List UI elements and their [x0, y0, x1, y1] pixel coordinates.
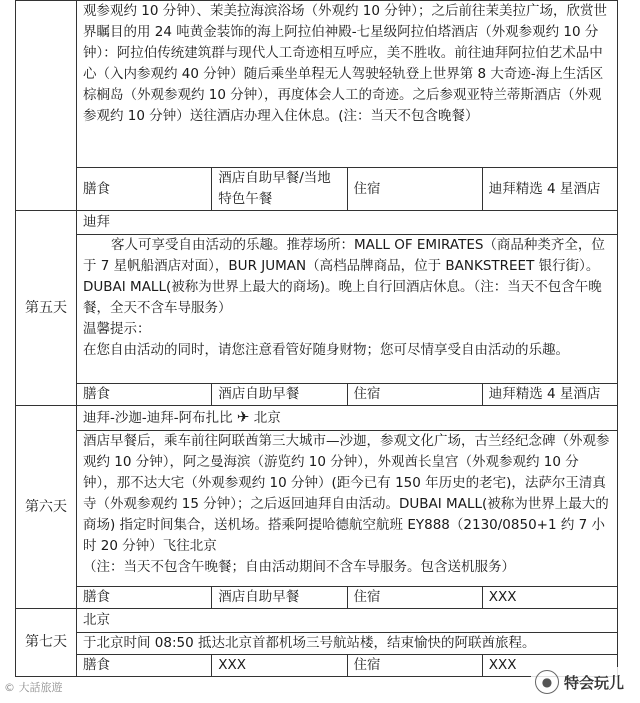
- day5-paragraph-main: 客人可享受自由活动的乐趣。推荐场所：MALL OF EMIRATES（商品种类齐全，位于 7 星帆船酒店对面），BUR JUMAN（高档品牌商品，位于 BANKSTREET 银行街）。DUBAI MALL(被称为世界上最大的商场)。晚上自行回酒店休息。（注：当天不包含午晚餐，全天不含车导服务）: [83, 237, 605, 316]
- day5-body-row: [16, 235, 618, 384]
- watermark-right-text: 特会玩儿: [563, 673, 624, 692]
- day6-meal-row: [16, 587, 618, 609]
- day4-description: [77, 1, 618, 168]
- day7-meal-label: 膳食: [77, 655, 212, 677]
- day5-meal-row: [16, 384, 618, 406]
- day6-route-destination: 北京: [253, 410, 281, 426]
- day6-paragraph-main: 酒店早餐后，乘车前往阿联酋第三大城市—沙迦，参观文化广场，古兰经纪念碑（外观参观约 10 分钟），阿之曼海滨（游览约 10 分钟），外观酋长皇宫（外观参观约 10 分钟），那不达大宅（外观参观约 10 分钟）(距今已有 150 年历史的老宅)，法萨尔王清真寺（外观参观约 15 分钟）；之后返回迪拜自由活动。DUBAI MALL(被称为世界上最大的商场) 指定时间集合，送机场。搭乘阿提哈德航空航班 EY888（2130/0850+1 约 7 小时 20 分钟）飞往北京: [83, 433, 610, 554]
- day5-tip-text: 在您自由活动的同时，请您注意看管好随身财物；您可尽情享受自由活动的乐趣。: [83, 342, 569, 358]
- day4-meal-label: 膳食: [77, 168, 212, 211]
- day7-stay-value: XXX: [482, 655, 617, 677]
- day5-description: [77, 235, 618, 384]
- day4-day-cell: [16, 1, 77, 211]
- day5-route: 迪拜: [77, 211, 618, 235]
- day4-paragraph: 观参观约 10 分钟）、茉美拉海滨浴场（外观约 10 分钟）；之后前往茉美拉广场，欣赏世界瞩目的用 24 吨黄金装饰的海上阿拉伯神殿-七星级阿拉伯塔酒店（外观参观约 10 分钟）：阿拉伯传统建筑群与现代人工奇迹相互呼应，美不胜收。前往迪拜阿拉伯艺术品中心（入内参观约 40 分钟）随后乘坐单程无人驾驶轻轨登上世界第 8 大奇迹-海上生活区棕榈岛（外观参观约 10 分钟），再度体会人工的奇迹。之后参观亚特兰蒂斯酒店（外观参观约 10 分钟）送往酒店办理入住休息。(注：当天不包含晚餐）: [83, 3, 608, 124]
- day5-stay-value: 迪拜精选 4 星酒店: [482, 384, 617, 406]
- day6-body-row: [16, 431, 618, 587]
- watermark-right: [531, 667, 628, 697]
- day7-route: 北京: [77, 609, 618, 633]
- day4-body-row: [16, 1, 618, 168]
- day4-meal-value: 酒店自助早餐/当地特色午餐: [212, 168, 347, 211]
- day6-note: （注：当天不包含午晚餐；自由活动期间不含车导服务。包含送机服务）: [83, 559, 515, 575]
- day5-meal-value: 酒店自助早餐: [212, 384, 347, 406]
- day4-stay-value: 迪拜精选 4 星酒店: [482, 168, 617, 211]
- day5-tip-heading: 温馨提示：: [83, 321, 151, 337]
- day4-stay-label: 住宿: [347, 168, 482, 211]
- airplane-icon: ✈: [236, 408, 250, 426]
- day5-stay-label: 住宿: [347, 384, 482, 406]
- day5-route-row: [16, 211, 618, 235]
- day7-label: 第七天: [16, 609, 77, 677]
- day7-paragraph: 于北京时间 08:50 抵达北京首都机场三号航站楼，结束愉快的阿联酋旅程。: [83, 635, 536, 651]
- watermark-left: © 大話旅遊: [4, 681, 63, 694]
- day6-route-cell: [77, 406, 618, 431]
- day6-route: 迪拜-沙迦-迪拜-阿布扎比: [83, 410, 233, 426]
- day6-description: [77, 431, 618, 587]
- wechat-icon: ●: [535, 670, 559, 694]
- day7-route-row: [16, 609, 618, 633]
- itinerary-table: [15, 0, 618, 677]
- day7-body-row: [16, 633, 618, 655]
- day7-meal-row: [16, 655, 618, 677]
- day7-description: [77, 633, 618, 655]
- day6-label: 第六天: [16, 406, 77, 609]
- day6-route-row: [16, 406, 618, 431]
- day5-meal-label: 膳食: [77, 384, 212, 406]
- day5-label: 第五天: [16, 211, 77, 406]
- day7-stay-label: 住宿: [347, 655, 482, 677]
- day7-meal-value: XXX: [212, 655, 347, 677]
- day4-meal-row: [16, 168, 618, 211]
- day6-stay-value: XXX: [482, 587, 617, 609]
- day6-meal-value: 酒店自助早餐: [212, 587, 347, 609]
- day6-meal-label: 膳食: [77, 587, 212, 609]
- day6-stay-label: 住宿: [347, 587, 482, 609]
